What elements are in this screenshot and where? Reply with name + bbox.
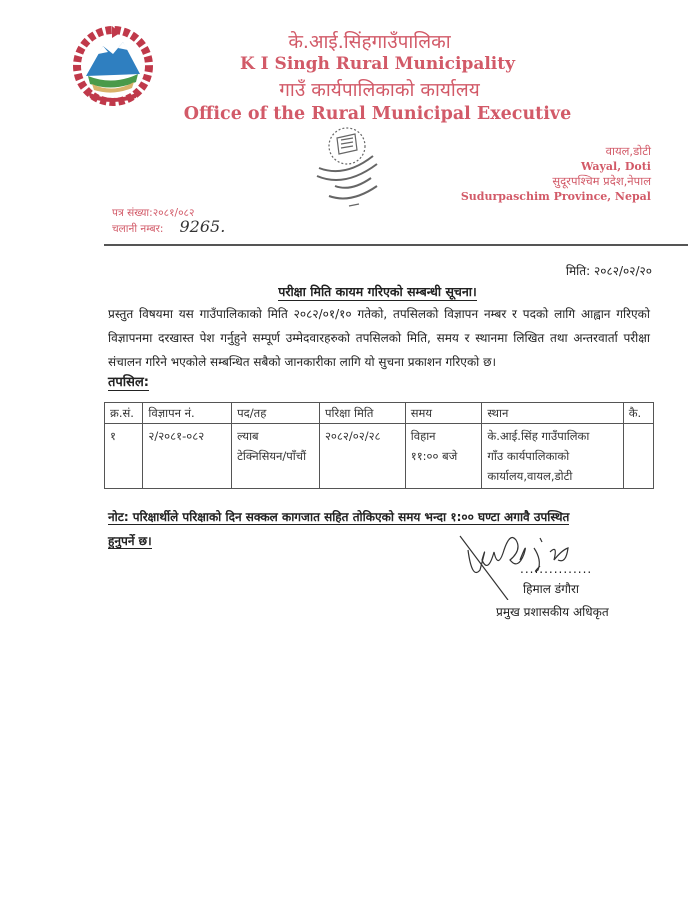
address-line-1: वायल,डोटी: [605, 144, 651, 158]
venue-line-3: कार्यालय,वायल,डोटी: [487, 469, 573, 483]
post-line-1: ल्याब: [237, 429, 259, 443]
post-line-2: टेक्निसियन/पाँचौं: [237, 449, 307, 463]
cell-time: [405, 424, 482, 489]
letter-no-label: पत्र संख्या:: [112, 207, 153, 219]
address-line-4: Sudurpaschim Province, Nepal: [460, 190, 651, 203]
address-line-3: सुदूरपश्चिम प्रदेश,नेपाल: [552, 174, 651, 188]
cell-ad-no: २/२०८१-०८२: [143, 424, 232, 489]
col-header-remarks: कै.: [623, 403, 653, 424]
notice-date: मिति: २०८२/०२/२०: [565, 264, 652, 278]
office-address: [461, 144, 651, 204]
venue-line-2: गाँउ कार्यपालिकाको: [487, 449, 570, 463]
cell-sn: १: [105, 424, 143, 489]
header-divider: [104, 244, 688, 246]
office-name-nepali: गाउँ कार्यपालिकाको कार्यालय: [279, 79, 480, 101]
note-line-2: हुनुपर्ने छ।: [108, 534, 152, 548]
letter-no-value: २०८१/०८२: [152, 207, 195, 219]
exam-schedule-table: [104, 402, 654, 489]
col-header-sn: क्र.सं.: [105, 403, 143, 424]
signature-line: ...............: [520, 562, 593, 576]
cell-venue: [482, 424, 623, 489]
notice-title-text: परीक्षा मिति कायम गरिएको सम्बन्धी सूचना।: [278, 284, 477, 299]
table-header-row: [105, 403, 654, 424]
cell-exam-date: २०८२/०२/२८: [319, 424, 405, 489]
col-header-post: पद/तह: [232, 403, 320, 424]
schedule-heading: तपसिल:: [108, 372, 149, 391]
municipality-name-nepali: के.आई.सिंहगाउँपालिका: [288, 31, 451, 53]
col-header-time: समय: [405, 403, 482, 424]
cell-remarks: [623, 424, 653, 489]
note-line-1: नोट: परिक्षार्थीले परिक्षाको दिन सक्कल कागजात सहित तोकिएको समय भन्दा १:०० घण्टा अगावै उपस्थित: [108, 510, 570, 524]
time-line-1: विहान: [410, 429, 436, 443]
col-header-venue: स्थान: [482, 403, 623, 424]
dispatch-no-value: 9265.: [179, 217, 226, 236]
venue-line-1: के.आई.सिंह गाउँपालिका: [487, 429, 590, 443]
table-row: [105, 424, 654, 489]
dispatch-no-label: चलानी नम्बर:: [112, 223, 164, 235]
col-header-exam-date: परिक्षा मिति: [319, 403, 405, 424]
notice-title: [0, 283, 699, 300]
address-line-2: Wayal, Doti: [580, 160, 651, 173]
office-name-english: Office of the Rural Municipal Executive: [183, 104, 572, 124]
municipality-name-english: K I Singh Rural Municipality: [239, 54, 515, 74]
reference-block: [112, 207, 225, 236]
col-header-ad-no: विज्ञापन नं.: [143, 403, 232, 424]
notice-body: प्रस्तुत विषयमा यस गाउँपालिकाको मिति २०८२/०१/१० गतेको, तपसिलको विज्ञापन नम्बर र पदको लागि आह्वान गरिएको विज्ञापनमा दरखास्त पेश गर्नुहुने सम्पूर्ण उम्मेदवारहरुको तपसिलको मिति, समय र स्थानमा लिखित तथा अन्तरवार्ता परीक्षा संचालन गरिने भएकोले सम्बन्धित सबैको जानकारीका लागि यो सुचना प्रकाशन गरिएको छ।: [108, 307, 650, 369]
signatory-title: प्रमुख प्रशासकीय अधिकृत: [496, 605, 609, 619]
cell-post: [232, 424, 320, 489]
office-seal-icon: [305, 120, 395, 212]
signatory-name: हिमाल डंगौरा: [523, 582, 580, 596]
time-line-2: ११:०० बजे: [410, 449, 458, 463]
